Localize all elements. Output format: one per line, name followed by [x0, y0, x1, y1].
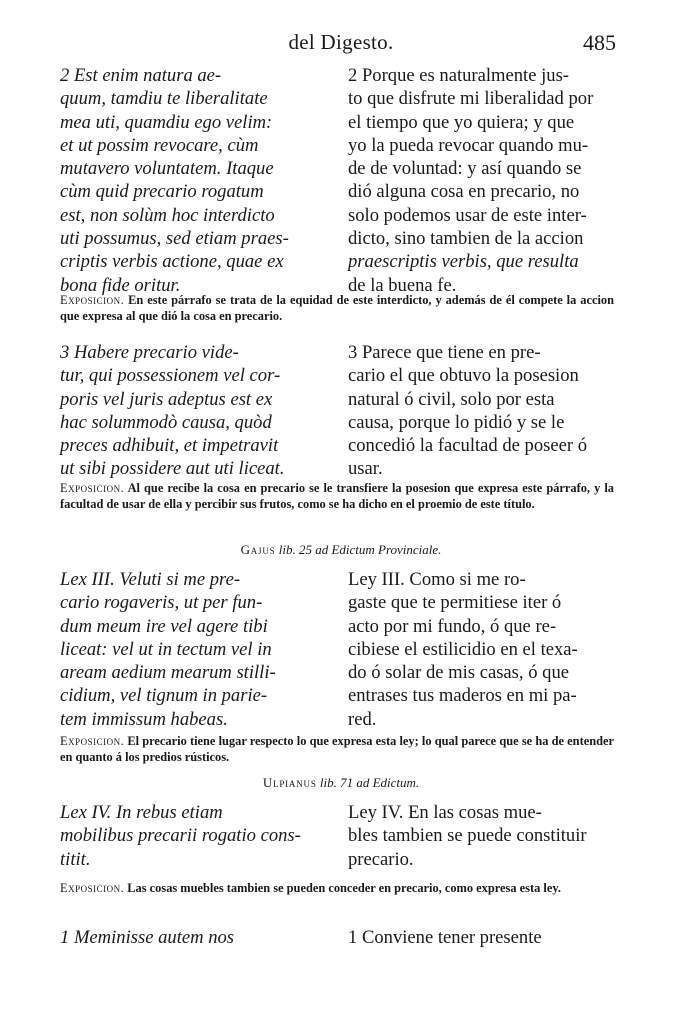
- latin-line: liceat: vel ut in tectum vel in: [60, 638, 272, 660]
- spanish-column: [348, 926, 622, 949]
- spanish-column: [348, 341, 622, 481]
- latin-line: criptis verbis actione, quae ex: [60, 251, 284, 273]
- spanish-line: de de voluntad: y así quando se: [348, 158, 582, 180]
- page-header: [0, 30, 682, 60]
- spanish-line: to que disfrute mi liberalidad por: [348, 88, 594, 110]
- running-head: del Digesto.: [288, 30, 394, 54]
- latin-line: hac solummodò causa, quòd: [60, 411, 272, 433]
- exposicion-label: Exposicion.: [60, 881, 125, 895]
- spanish-line: entrases tus maderos en mi pa-: [348, 685, 577, 707]
- spanish-line: dió alguna cosa en precario, no: [348, 181, 580, 203]
- section-lex-iii: [60, 568, 620, 734]
- spanish-line: do ó solar de mis casas, ó que: [348, 662, 570, 684]
- latin-line: cidium, vel tignum in pariе-: [60, 685, 268, 707]
- spanish-line: 2 Porque es naturalmente jus-: [348, 65, 570, 86]
- exposicion-block: [60, 293, 614, 325]
- latin-line: Lex III. Veluti si me pre-: [60, 569, 241, 590]
- spanish-column: [348, 568, 622, 731]
- citation-author: Ulpianus: [262, 775, 317, 790]
- spanish-line: praescriptis verbis, que resulta: [348, 251, 579, 273]
- exposicion-label: Exposicion.: [60, 293, 125, 307]
- spanish-line: solo podemos usar de este inter-: [348, 204, 587, 226]
- spanish-column: [348, 801, 622, 871]
- spanish-line: el tiempo que yo quiera; y que: [348, 111, 575, 133]
- section-paragraph-1: [60, 926, 620, 952]
- spanish-line: Ley III. Como si me ro-: [348, 569, 526, 590]
- spanish-line: usar.: [348, 458, 383, 480]
- latin-line: 2 Est enim natura ae-: [60, 65, 222, 86]
- latin-column: [60, 926, 336, 949]
- latin-line: ut sibi possidere aut uti liceat.: [60, 458, 285, 480]
- latin-line: et ut possim revocare, cùm: [60, 134, 259, 156]
- citation-source: lib. 71 ad Edictum.: [319, 775, 420, 790]
- latin-column: [60, 341, 336, 481]
- spanish-line: cario el que obtuvo la posesion: [348, 365, 579, 387]
- spanish-line: Ley IV. En las cosas mue-: [348, 802, 542, 823]
- latin-line: cario rogaveris, ut per fun-: [60, 592, 263, 614]
- section-paragraph-3: [60, 341, 620, 483]
- latin-line: dum meum ire vel agere tibi: [60, 615, 268, 637]
- exposicion-text: Las cosas muebles tambien se pueden conceder en precario, como expresa esta ley.: [127, 881, 561, 895]
- exposicion-text: Al que recibe la cosa en precario se le transfiere la posesion que expresa este párrafo, y la facultad de usar de ella y percibir sus frutos, como se ha dicho en el proemio de este título.: [60, 481, 614, 511]
- spanish-line: de la buena fe.: [348, 274, 457, 296]
- latin-line: Lex IV. In rebus etiam: [60, 802, 223, 823]
- latin-line: preces adhibuit, et impetravit: [60, 435, 279, 457]
- latin-column: [60, 801, 336, 871]
- latin-line: aream aedium mearum stilli-: [60, 662, 276, 684]
- exposicion-label: Exposicion.: [60, 481, 125, 495]
- exposicion-label: Exposicion.: [60, 734, 125, 748]
- latin-line: tur, qui possessionem vel cor-: [60, 365, 281, 387]
- spanish-line: yo la pueda revocar quando mu-: [348, 134, 589, 156]
- section-paragraph-2: [60, 64, 620, 300]
- spanish-line: gaste que te permitiese iter ó: [348, 592, 562, 614]
- exposicion-text: En este párrafo se trata de la equidad de este interdicto, y además de él compete la accion que expresa al que dió la cosa en precario.: [60, 293, 614, 323]
- spanish-column: [348, 64, 622, 297]
- exposicion-block: [60, 734, 614, 766]
- latin-line: mutavero voluntatem. Itaque: [60, 158, 274, 180]
- spanish-line: precario.: [348, 848, 414, 870]
- latin-line: 1 Meminisse autem nos: [60, 927, 235, 948]
- citation-ulpianus: [0, 775, 682, 791]
- citation-gajus: [0, 542, 682, 558]
- section-lex-iv: [60, 801, 620, 873]
- exposicion-block: [60, 881, 614, 897]
- spanish-line: bles tambien se puede constituir: [348, 825, 587, 847]
- spanish-line: cibiese el estilicidio en el texa-: [348, 638, 578, 660]
- spanish-line: natural ó civil, solo por esta: [348, 388, 555, 410]
- spanish-line: red.: [348, 708, 377, 730]
- latin-line: uti possumus, sed etiam praes-: [60, 228, 289, 250]
- latin-line: quum, tamdiu te liberalitate: [60, 88, 268, 110]
- latin-line: 3 Habere precario vide-: [60, 342, 239, 363]
- latin-line: titit.: [60, 848, 91, 870]
- spanish-line: concedió la facultad de poseer ó: [348, 435, 588, 457]
- page-number: 485: [583, 30, 616, 55]
- latin-column: [60, 568, 336, 731]
- latin-line: tem immissum habeas.: [60, 708, 228, 730]
- spanish-line: acto por mi fundo, ó que re-: [348, 615, 557, 637]
- spanish-line: 1 Conviene tener presente: [348, 927, 542, 948]
- latin-line: poris vel juris adeptus est ex: [60, 388, 273, 410]
- citation-source: lib. 25 ad Edictum Provinciale.: [278, 542, 442, 557]
- spanish-line: dicto, sino tambien de la accion: [348, 228, 584, 250]
- latin-line: est, non solùm hoc interdicto: [60, 204, 275, 226]
- latin-line: bona fide oritur.: [60, 274, 181, 296]
- exposicion-block: [60, 481, 614, 513]
- exposicion-text: El precario tiene lugar respecto lo que expresa esta ley; lo qual parece que se ha de entender en quanto á los predios rústicos.: [60, 734, 614, 764]
- spanish-line: 3 Parece que tiene en pre-: [348, 342, 541, 363]
- latin-column: [60, 64, 336, 297]
- spanish-line: causa, porque lo pidió y se le: [348, 411, 565, 433]
- latin-line: mobilibus precarii rogatio cons-: [60, 825, 301, 847]
- latin-line: cùm quid precario rogatum: [60, 181, 264, 203]
- latin-line: mea uti, quamdiu ego velim:: [60, 111, 273, 133]
- citation-author: Gajus: [240, 542, 276, 557]
